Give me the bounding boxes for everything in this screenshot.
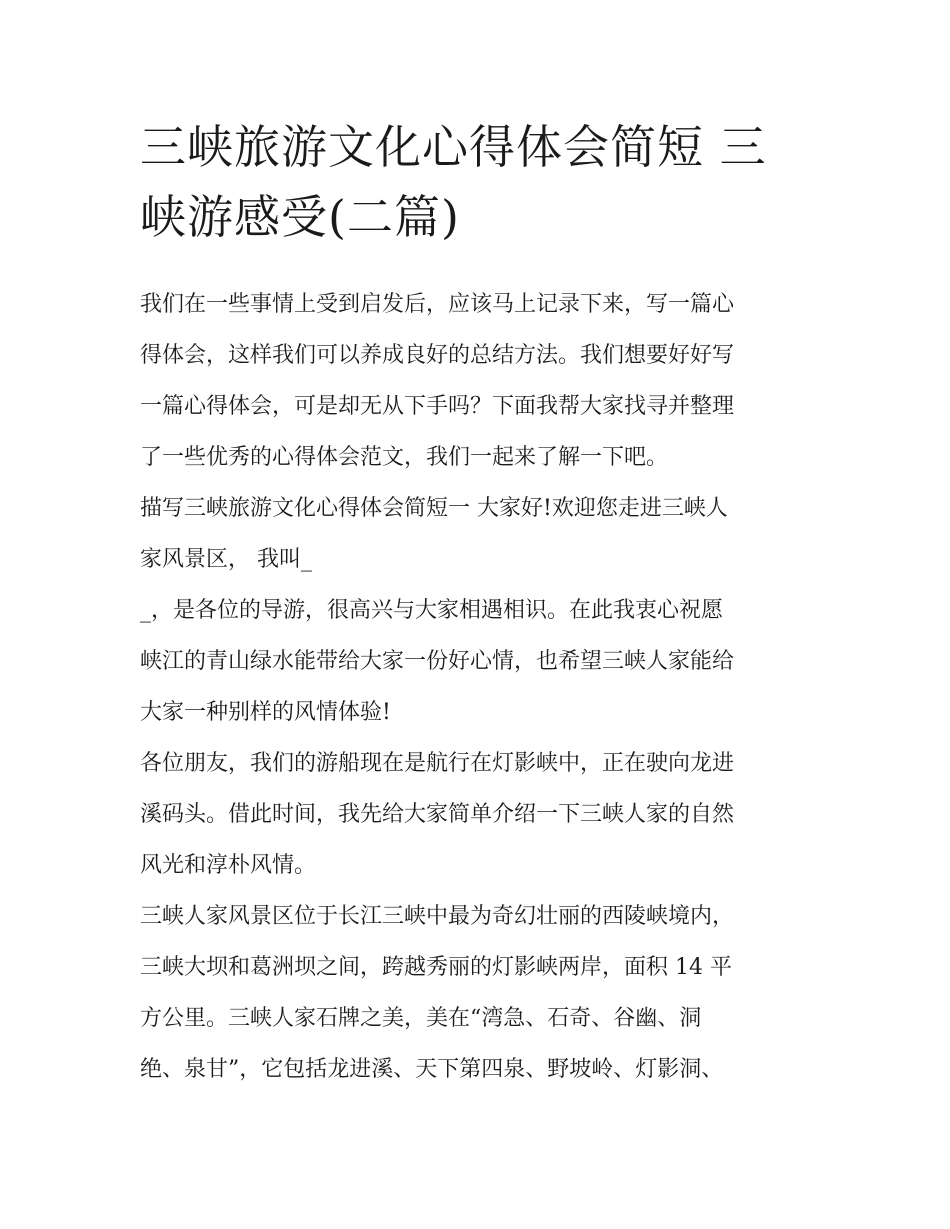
document-body — [140, 279, 820, 1095]
body-line: 绝、泉甘”，它包括龙进溪、天下第四泉、野坡岭、灯影洞、 — [140, 1057, 724, 1082]
body-line: 峡江的青山绿水能带给大家一份好心情，也希望三峡人家能给 — [140, 649, 735, 674]
body-line: 溪码头。借此时间，我先给大家简单介绍一下三峡人家的自然 — [140, 802, 735, 827]
body-line: 大家一种别样的风情体验! — [140, 700, 391, 725]
document-title — [140, 112, 820, 252]
body-line: 风光和淳朴风情。 — [140, 853, 317, 878]
body-line: 我们在一些事情上受到启发后，应该马上记录下来，写一篇心 — [140, 292, 735, 317]
body-line: 三峡人家风景区位于长江三峡中最为奇幻壮丽的西陵峡境内， — [140, 904, 735, 929]
body-line: 一篇心得体会，可是却无从下手吗？下面我帮大家找寻并整理 — [140, 394, 735, 419]
body-line: 方公里。三峡人家石牌之美，美在“湾急、石奇、谷幽、洞 — [140, 1006, 702, 1031]
body-line: 得体会，这样我们可以养成良好的总结方法。我们想要好好写 — [140, 343, 735, 368]
body-line: 三峡大坝和葛洲坝之间，跨越秀丽的灯影峡两岸，面积 14 平 — [140, 955, 732, 980]
title-line-2: 峡游感受(二篇) — [140, 190, 460, 244]
body-line: 各位朋友，我们的游船现在是航行在灯影峡中，正在驶向龙进 — [140, 751, 735, 776]
body-line: _，是各位的导游，很高兴与大家相遇相识。在此我衷心祝愿 — [140, 598, 724, 623]
body-line: 了一些优秀的心得体会范文，我们一起来了解一下吧。 — [140, 445, 669, 470]
body-line: 描写三峡旅游文化心得体会简短一 大家好!欢迎您走进三峡人 — [140, 496, 728, 521]
title-line-1: 三峡旅游文化心得体会简短 三 — [140, 120, 767, 174]
body-line: 家风景区， 我叫_ — [140, 547, 312, 572]
